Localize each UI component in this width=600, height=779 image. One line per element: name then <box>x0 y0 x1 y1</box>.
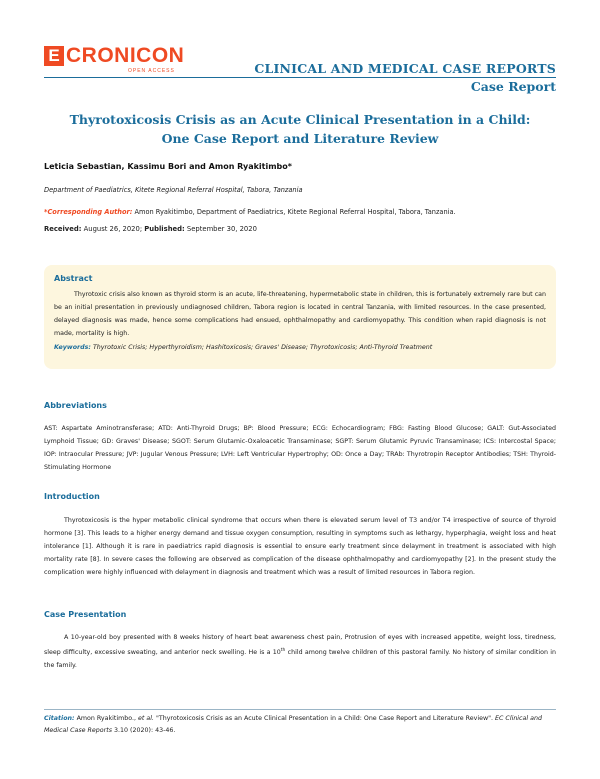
citation-journal: EC Clinical and Medical Case Reports <box>44 715 542 734</box>
citation-title: "Thyrotoxicosis Crisis as an Acute Clinical Presentation in a Child: One Case Report and Literature Review". <box>155 715 494 722</box>
header-divider <box>44 77 556 78</box>
publication-dates <box>44 225 257 233</box>
corresponding-label: *Corresponding Author: <box>44 208 133 216</box>
citation-etal: et al. <box>137 715 154 722</box>
author-list: Leticia Sebastian, Kassimu Bori and Amon Ryakitimbo* <box>44 162 292 171</box>
article-title: Thyrotoxicosis Crisis as an Acute Clinical Presentation in a Child: One Case Report and Literature Review <box>69 112 531 146</box>
published-label: Published: <box>144 225 185 233</box>
keywords <box>54 344 546 351</box>
case-text-sup: th <box>280 648 286 653</box>
article-type: Case Report <box>470 79 556 94</box>
journal-name: CLINICAL AND MEDICAL CASE REPORTS <box>254 61 556 76</box>
case-text-a: A 10-year-old boy presented with 8 weeks history of heart beat awareness chest pain, Protrusion of eyes with increased appetite, weight loss, tiredness, sleep difficulty, excessive sweating, and anterior neck swelling. He is a 10 <box>44 634 556 657</box>
corresponding-text: Amon Ryakitimbo, Department of Paediatrics, Kitete Regional Referral Hospital, Tabora, Tanzania. <box>134 208 456 216</box>
affiliation: Department of Paediatrics, Kitete Regional Referral Hospital, Tabora, Tanzania <box>44 186 303 194</box>
introduction-text: Thyrotoxicosis is the hyper metabolic clinical syndrome that occurs when there is elevated serum level of T3 and/or T4 irrespective of source of thyroid hormone [3]. This leads to a higher energy demand and tissue oxygen consumption, resulting in symptoms such as lethargy, hyperphagia, weight loss and heat intolerance [1]. Although it is rare in paediatrics rapid diagnosis is essential to ensure early treatment since delayment in treatment is associated with high mortality rate [8]. In severe cases the following are observed as complication of the disease ophthalmopathy and cardiomyopathy [2]. In the present study the complication were highly influenced with delayment in diagnosis and treatment which was a result of limited resources in Tabora region. <box>44 517 556 576</box>
abstract-box <box>44 265 556 369</box>
publisher-logo <box>44 44 198 74</box>
case-presentation-text <box>44 631 556 672</box>
abbreviations-text: AST: Aspartate Aminotransferase; ATD: Anti-Thyroid Drugs; BP: Blood Pressure; ECG: Echocardiogram; FBG: Fasting Blood Glucose; GALT: Gut-Associated Lymphoid Tissue; GD: Graves' Disease; SGOT: Serum Glutamic-Oxaloacetic Transaminase; SGPT: Serum Glutamic Pyruvic Transaminase; ICS: Intercostal Space; IOP: Intraocular Pressure; JVP: Jugular Venous Pressure; LVH: Left Ventricular Hypertrophy; OD: Once a Day; TRAb: Thyrotropin Receptor Antibodies; TSH: Thyroid-Stimulating Hormone <box>44 425 556 471</box>
received-label: Received: <box>44 225 82 233</box>
keywords-label: Keywords: <box>54 344 91 351</box>
citation-label: Citation: <box>44 715 75 722</box>
keywords-text: Thyrotoxic Crisis; Hyperthyroidism; Hashitoxicosis; Graves' Disease; Thyrotoxicosis; Anti-Thyroid Treatment <box>92 344 433 351</box>
case-presentation-heading: Case Presentation <box>44 610 127 619</box>
footer-divider <box>44 709 556 710</box>
abstract-heading: Abstract <box>54 274 93 283</box>
case-text-b: child among twelve children of this pastoral family. No history of similar condition in the family. <box>44 649 556 670</box>
abstract-text: Thyrotoxic crisis also known as thyroid storm is an acute, life-threatening, hypermetabolic state in children, this is fortunately extremely rare but can be an initial presentation in previously undiagnosed children, Tabora region is located in central Tanzania, with limited resources. In the case presented, delayed diagnosis was made, hence some complications had ensued, ophthalmopathy and cardiomyopathy. This condition when rapid diagnosis is not made, mortality is high. <box>54 291 546 337</box>
citation-author: Amon Ryakitimbo., <box>76 715 136 722</box>
citation-volume: 3.10 (2020): 43-46. <box>114 727 176 734</box>
logo-mark: E <box>44 46 64 66</box>
received-date: August 26, 2020; <box>83 225 143 233</box>
published-date: September 30, 2020 <box>186 225 257 233</box>
logo-tagline: OPEN ACCESS <box>128 68 175 74</box>
abbreviations-heading: Abbreviations <box>44 401 107 410</box>
citation <box>44 713 556 737</box>
introduction-heading: Introduction <box>44 492 100 501</box>
logo-wordmark: CRONICON <box>66 44 185 67</box>
corresponding-author <box>44 208 456 216</box>
